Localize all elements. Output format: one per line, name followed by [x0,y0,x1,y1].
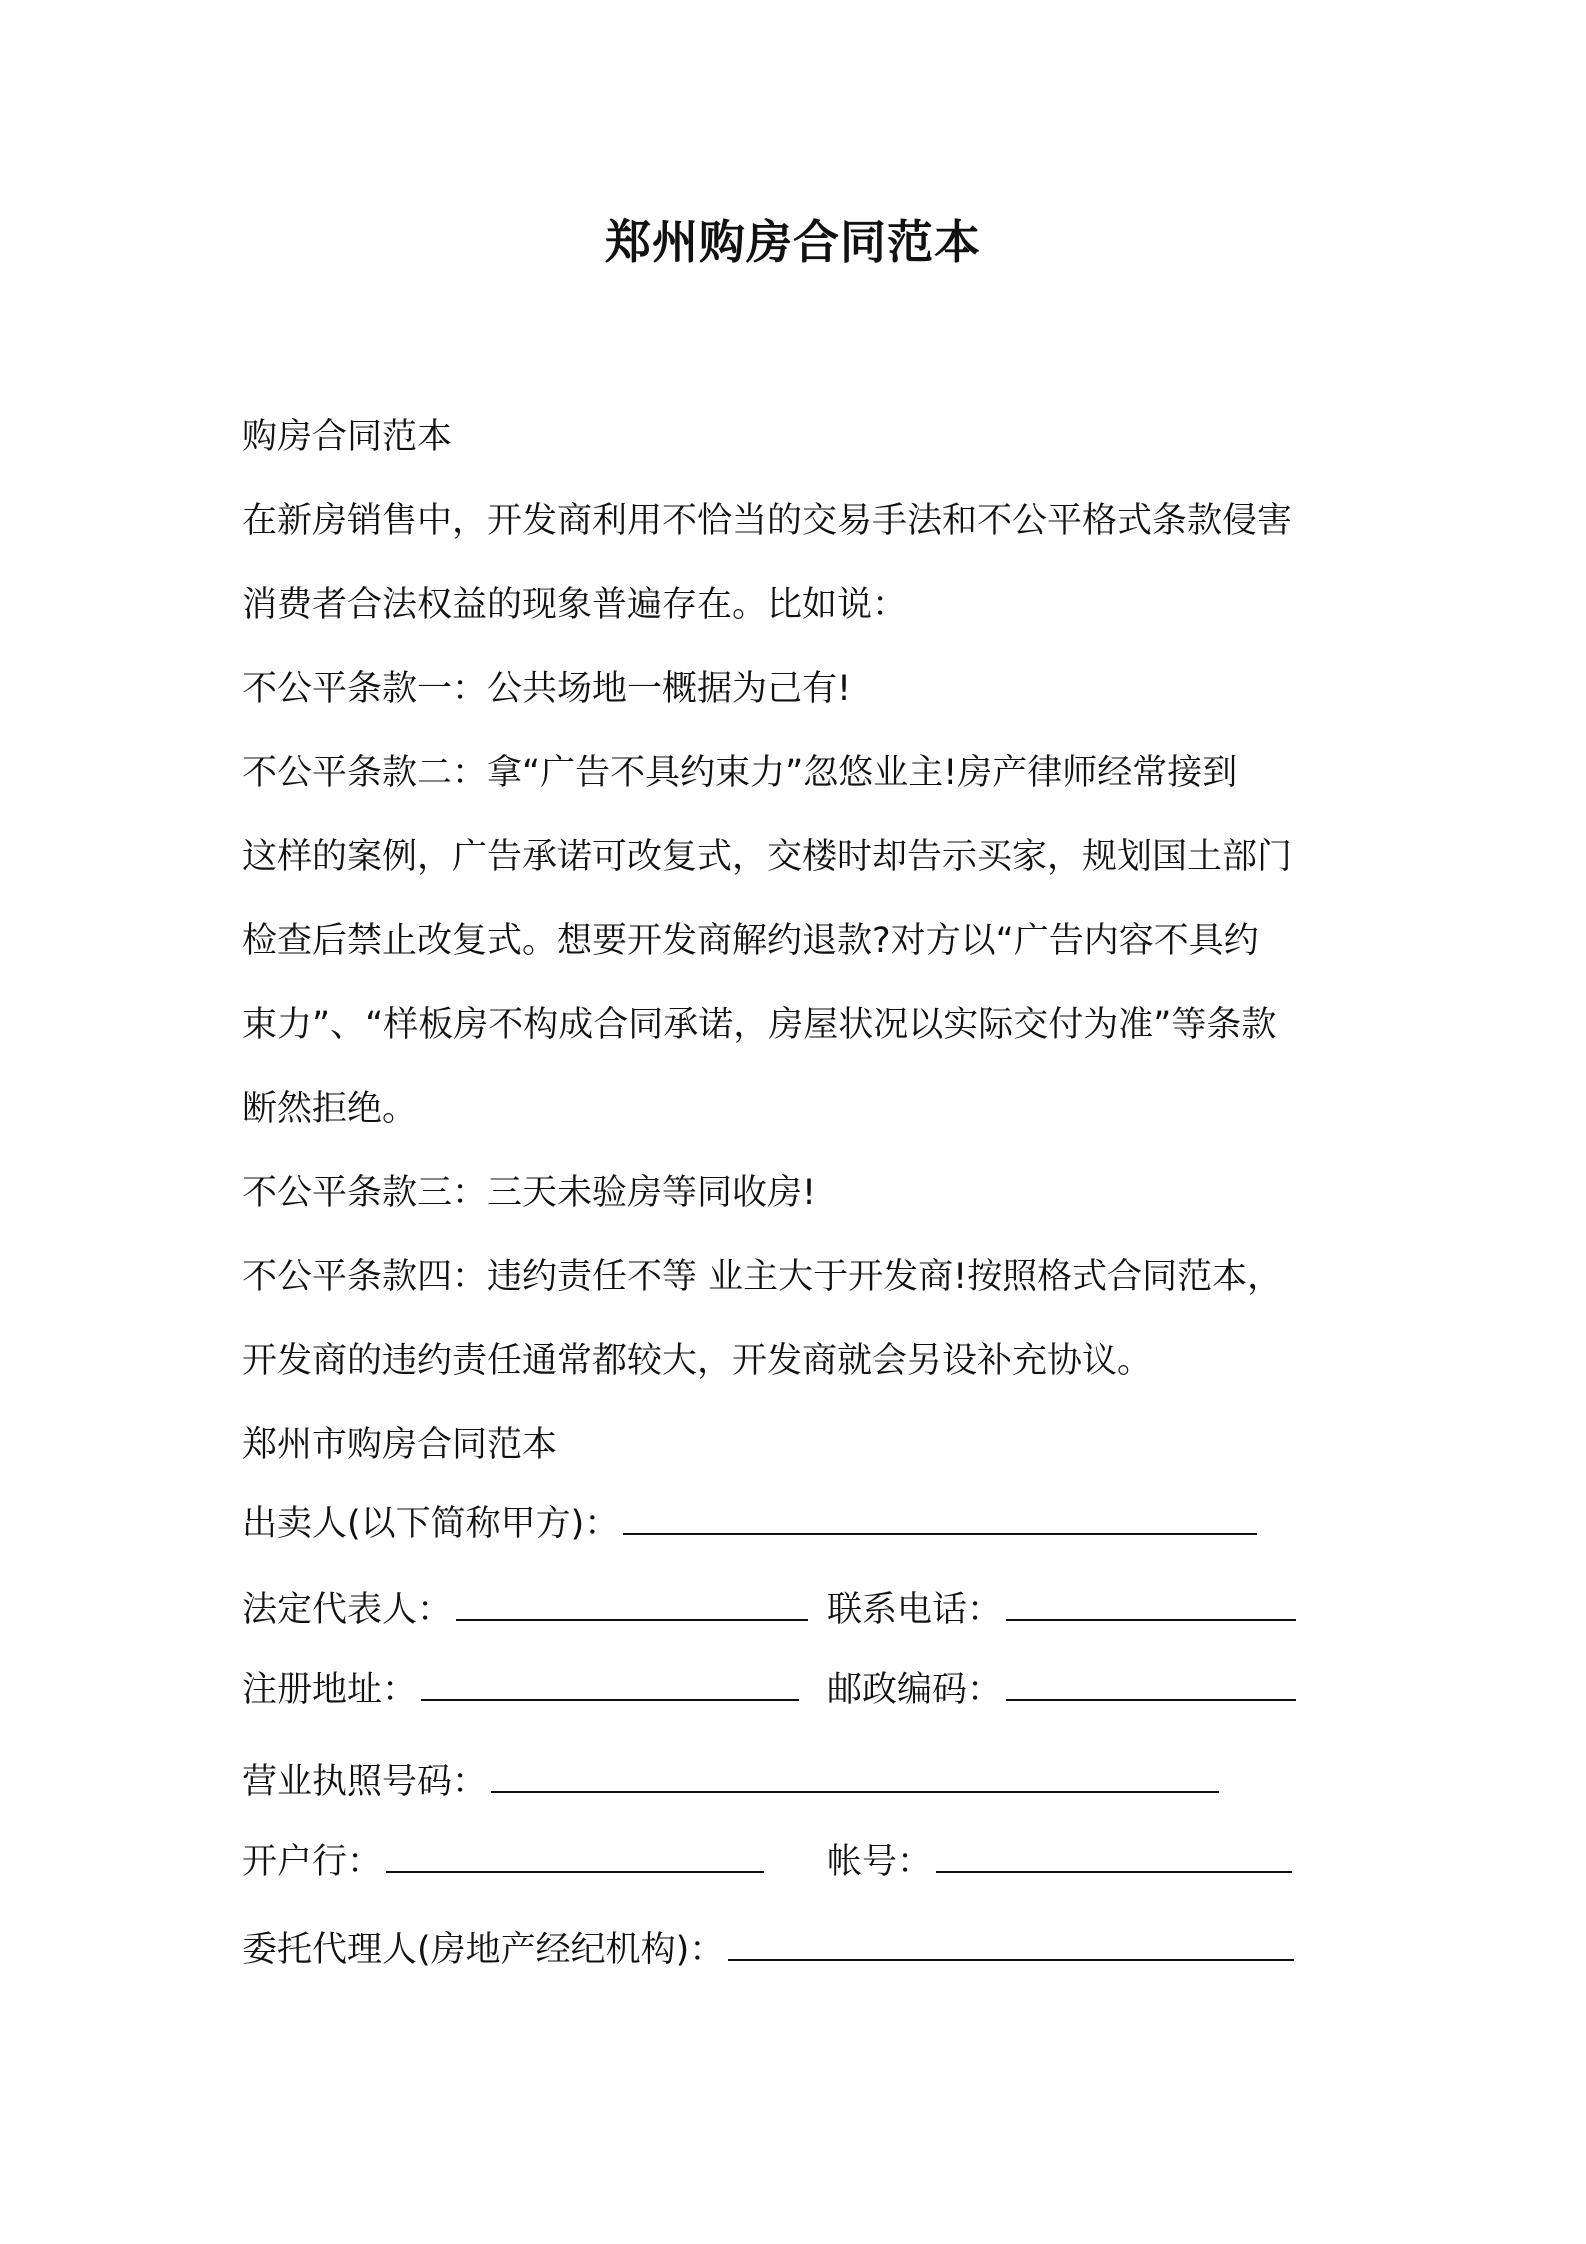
body-line: 不公平条款三：三天未验房等同收房! [242,1173,817,1213]
body-line: 这样的案例，广告承诺可改复式，交楼时却告示买家，规划国土部门 [242,837,1293,877]
body-line-heading: 购房合同范本 [242,417,453,457]
document-title: 郑州购房合同范本 [605,215,981,269]
phone-label: 联系电话： [827,1590,1003,1630]
postcode-label: 邮政编码： [827,1670,1003,1710]
body-line: 在新房销售中，开发商利用不恰当的交易手法和不公平格式条款侵害 [242,501,1293,541]
form-row-address [242,1658,1362,1750]
contract-form [242,1492,1362,1998]
form-row-bank [242,1830,1362,1918]
bank-label: 开户行： [242,1842,383,1882]
agent-label: 委托代理人(房地产经纪机构)： [242,1930,725,1970]
seller-label: 出卖人(以下简称甲方)： [242,1504,620,1544]
legal-rep-blank[interactable] [456,1589,808,1621]
seller-blank[interactable] [623,1503,1257,1535]
form-row-legal-rep [242,1578,1362,1658]
legal-rep-label: 法定代表人： [242,1590,453,1630]
postcode-blank[interactable] [1006,1669,1296,1701]
body-line: 检查后禁止改复式。想要开发商解约退款?对方以“广告内容不具约 [242,921,1259,961]
address-blank[interactable] [421,1669,799,1701]
license-blank[interactable] [491,1761,1219,1793]
phone-blank[interactable] [1006,1589,1296,1621]
body-line: 开发商的违约责任通常都较大，开发商就会另设补充协议。 [242,1341,1153,1381]
account-label: 帐号： [827,1842,933,1882]
license-label: 营业执照号码： [242,1762,488,1802]
body-line: 束力”、“样板房不构成合同承诺，房屋状况以实际交付为准”等条款 [242,1005,1277,1045]
agent-blank[interactable] [728,1929,1294,1961]
address-label: 注册地址： [242,1670,418,1710]
body-line: 断然拒绝。 [242,1089,418,1129]
account-blank[interactable] [936,1841,1292,1873]
form-row-agent [242,1918,1362,1998]
body-line: 不公平条款四：违约责任不等 业主大于开发商!按照格式合同范本， [242,1257,1283,1297]
form-row-seller [242,1492,1362,1578]
body-line: 不公平条款二：拿“广告不具约束力”忽悠业主!房产律师经常接到 [242,753,1238,793]
form-row-license [242,1750,1362,1830]
body-line-subheading: 郑州市购房合同范本 [242,1425,558,1465]
body-line: 不公平条款一：公共场地一概据为己有! [242,669,852,709]
document-body [242,405,1362,1497]
body-line: 消费者合法权益的现象普遍存在。比如说： [242,585,908,625]
bank-blank[interactable] [386,1841,764,1873]
